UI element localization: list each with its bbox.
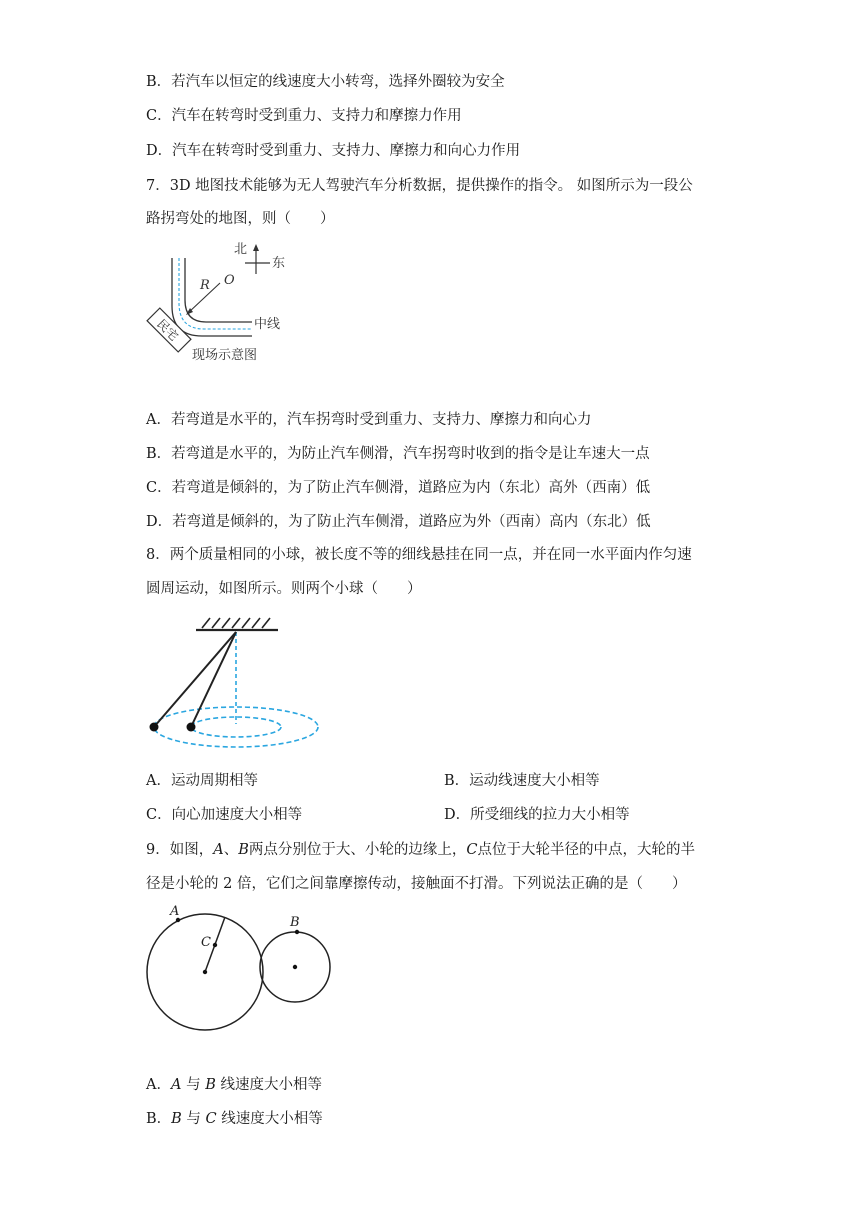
q7-option-b: B．若弯道是水平的，为防止汽车侧滑，汽车拐弯时收到的指令是让车速大一点: [146, 446, 650, 462]
q9-stem-line1: 9．如图，A、B两点分别位于大、小轮的边缘上，C点位于大轮半径的中点，大轮的半: [146, 842, 695, 858]
q8-option-b: B．运动线速度大小相等: [444, 773, 600, 789]
q7-stem-line2: 路拐弯处的地图，则（ ）: [146, 211, 335, 227]
q7-option-c: C．若弯道是倾斜的，为了防止汽车侧滑，道路应为内（东北）高外（西南）低: [146, 480, 651, 496]
east-label: 东: [272, 256, 286, 271]
inner-ball: [187, 723, 196, 732]
svg-text:民宅: 民宅: [154, 316, 182, 344]
q9-friction-wheels-figure: [140, 900, 340, 1040]
q6-option-b: B．若汽车以恒定的线速度大小转弯，选择外圈较为安全: [146, 74, 505, 90]
point-a-label: A: [170, 904, 180, 919]
q8-option-d: D．所受细线的拉力大小相等: [444, 807, 630, 823]
outer-ball: [150, 723, 159, 732]
q9-option-b: B．B 与 C 线速度大小相等: [146, 1111, 323, 1127]
north-label: 北: [234, 242, 248, 257]
q6-option-c: C．汽车在转弯时受到重力、支持力和摩擦力作用: [146, 108, 462, 124]
center-o-label: O: [224, 273, 235, 288]
centerline-label: 中线: [254, 317, 281, 332]
q8-option-c: C．向心加速度大小相等: [146, 807, 303, 823]
q8-stem-line1: 8．两个质量相同的小球，被长度不等的细线悬挂在同一点，并在同一水平面内作匀速: [146, 547, 692, 563]
point-b-label: B: [290, 915, 300, 930]
q8-stem-line2: 圆周运动，如图所示。则两个小球（ ）: [146, 581, 422, 597]
q6-option-d: D．汽车在转弯时受到重力、支持力、摩擦力和向心力作用: [146, 143, 521, 159]
q9-stem-line2: 径是小轮的 2 倍，它们之间靠摩擦传动，接触面不打滑。下列说法正确的是（ ）: [146, 876, 687, 892]
q7-option-d: D．若弯道是倾斜的，为了防止汽车侧滑，道路应为外（西南）高内（东北）低: [146, 514, 651, 530]
q8-option-a: A．运动周期相等: [146, 773, 258, 789]
q9-option-a: A．A 与 B 线速度大小相等: [146, 1077, 322, 1093]
house-icon: [147, 308, 191, 352]
q7-stem-line1: 7．3D 地图技术能够为无人驾驶汽车分析数据，提供操作的指令。 如图所示为一段公: [146, 178, 693, 194]
q7-road-map-figure: [140, 236, 300, 371]
point-c-label: C: [201, 935, 211, 950]
figure-caption: 现场示意图: [192, 348, 258, 363]
radius-label: R: [200, 278, 210, 293]
q8-conical-pendulum-figure: [140, 612, 330, 757]
q7-option-a: A．若弯道是水平的，汽车拐弯时受到重力、支持力、摩擦力和向心力: [146, 412, 592, 428]
